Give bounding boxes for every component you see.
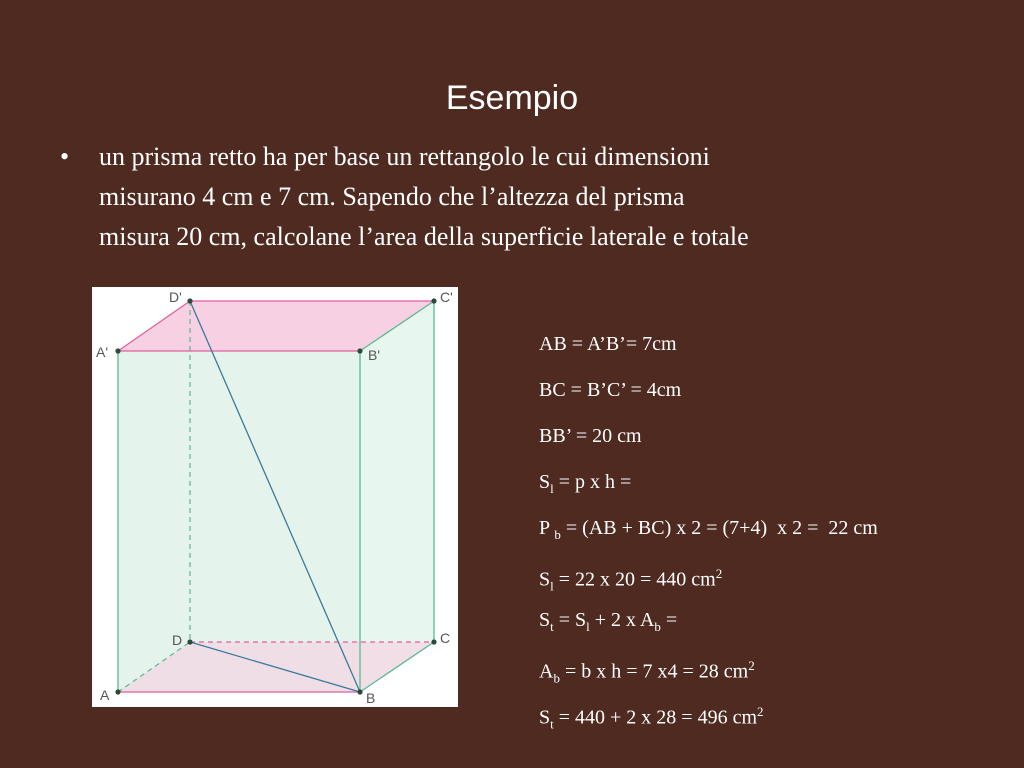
subscript-b: b: [654, 619, 661, 634]
label-B: B: [366, 690, 376, 706]
vertex-A: [115, 689, 120, 694]
subscript-l: l: [586, 619, 590, 634]
formula-lateral-area: [539, 468, 878, 514]
label-D: D: [172, 632, 183, 648]
label-D1: D': [169, 289, 182, 305]
formula-bc: [539, 376, 878, 422]
formula-lateral-result: [539, 560, 878, 606]
formula-bc-text: BC = B’C’ = 4cm: [539, 379, 682, 401]
subscript-l: l: [550, 481, 554, 496]
subscript-b: b: [554, 527, 561, 542]
problem-line-1: un prisma retto ha per base un rettangolo le cui dimensioni: [99, 142, 710, 171]
label-C1: C': [440, 289, 453, 305]
subscript-b: b: [553, 670, 560, 686]
subscript-t: t: [550, 619, 554, 634]
symbol-s: S: [539, 706, 551, 729]
symbol-p: P: [539, 517, 555, 539]
label-A: A: [100, 687, 110, 703]
formula-ab: [539, 330, 878, 376]
formula-total-result-text: = 440 + 2 x 28 = 496 cm: [553, 706, 758, 729]
vertex-C: [431, 639, 436, 644]
symbol-s: S: [539, 471, 551, 493]
vertex-B1: [357, 348, 362, 353]
symbol-s: S: [539, 609, 551, 631]
vertex-A1: [115, 348, 120, 353]
symbol-a: A: [539, 660, 554, 683]
superscript-2: 2: [748, 658, 755, 673]
formula-lateral-area-text: = p x h =: [553, 471, 632, 493]
formula-ab-text: AB = A’B’= 7cm: [539, 333, 677, 355]
vertex-D: [187, 639, 192, 644]
formula-total-area-mid: = S: [553, 609, 587, 631]
formula-total-result: [539, 698, 878, 744]
problem-line-3: misura 20 cm, calcolane l’area della superficie laterale e totale: [99, 222, 749, 251]
formula-perimeter: [539, 514, 878, 560]
formula-base-area: [539, 652, 878, 698]
symbol-s: S: [539, 568, 551, 591]
label-C: C: [440, 630, 451, 646]
vertex-B: [357, 689, 362, 694]
superscript-2: 2: [715, 566, 723, 581]
vertex-C1: [431, 298, 436, 303]
formula-height-text: BB’ = 20 cm: [539, 425, 642, 447]
formula-perimeter-text: = (AB + BC) x 2 = (7+4) x 2 = 22 cm: [560, 517, 878, 539]
formula-total-area-end: =: [660, 609, 678, 631]
subscript-t: t: [550, 716, 554, 732]
subscript-l: l: [550, 578, 554, 594]
prism-front-face: [118, 351, 360, 692]
bullet-icon: •: [60, 142, 70, 171]
problem-text: [99, 137, 979, 257]
slide-title: Esempio: [445, 79, 579, 117]
formula-base-area-text: = b x h = 7 x4 = 28 cm: [559, 660, 749, 683]
superscript-2: 2: [757, 704, 764, 719]
formula-height: [539, 422, 878, 468]
vertex-D1: [187, 298, 192, 303]
label-B1: B': [368, 347, 381, 363]
formula-lateral-result-text: = 22 x 20 = 440 cm: [553, 568, 716, 591]
formula-total-area-mid2: + 2 x A: [589, 609, 655, 631]
formula-list: [539, 330, 878, 744]
prism-figure: [92, 287, 458, 707]
prism-diagram: [92, 287, 458, 707]
problem-line-2: misurano 4 cm e 7 cm. Sapendo che l’altezza del prisma: [99, 182, 685, 211]
formula-total-area: [539, 606, 878, 652]
label-A1: A': [96, 344, 109, 360]
